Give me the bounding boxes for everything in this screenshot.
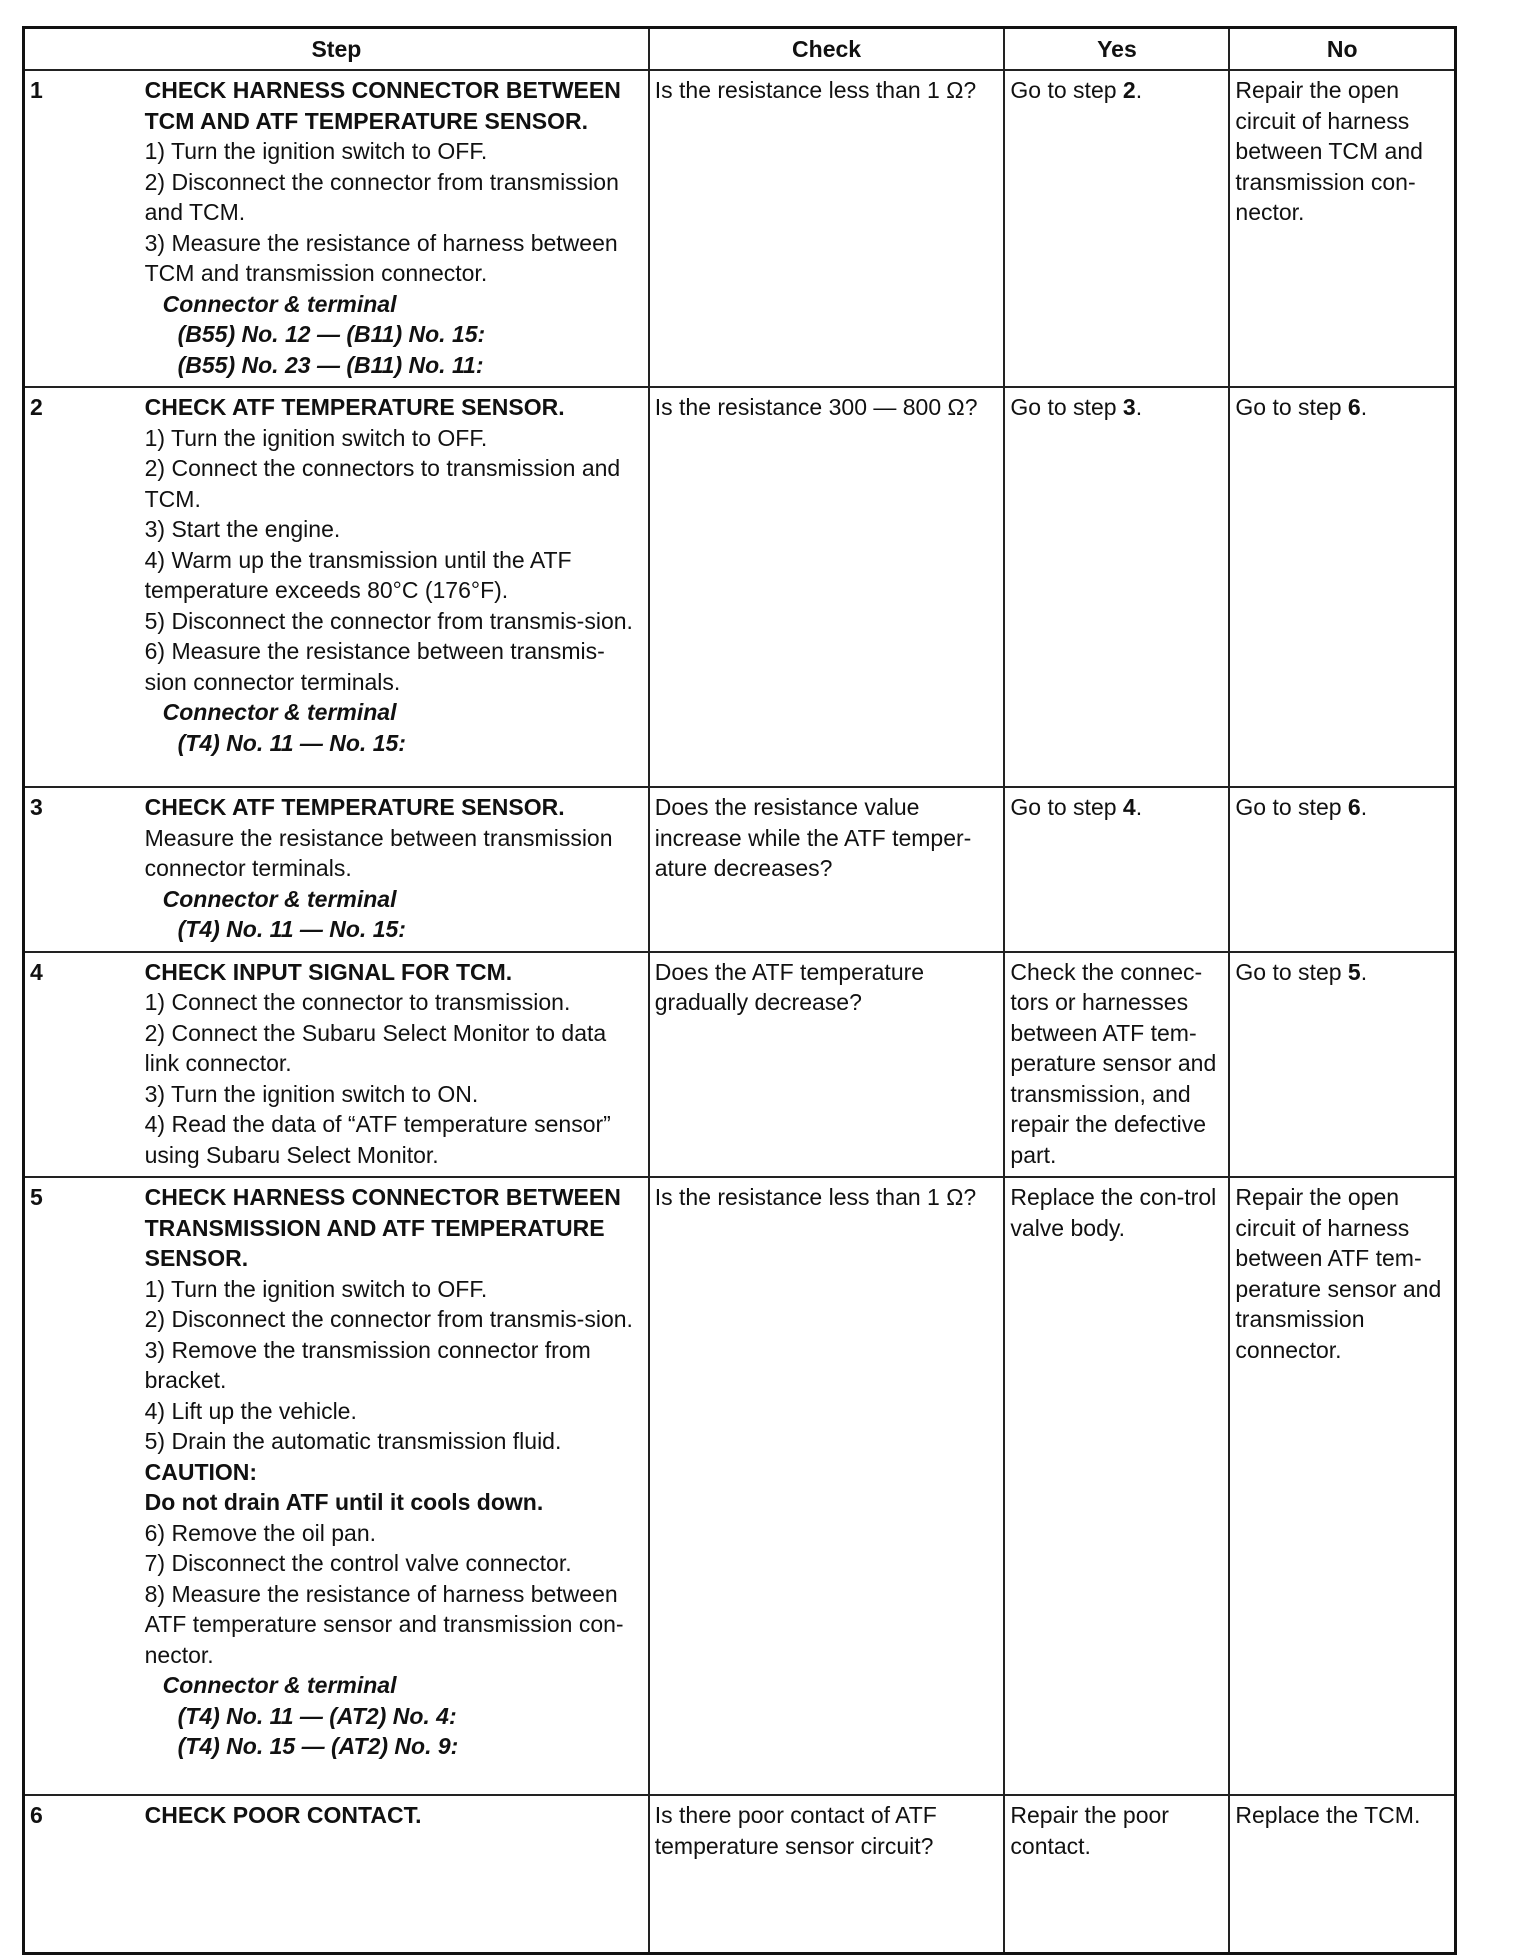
connector-spec: (T4) No. 11 — (AT2) No. 4: <box>177 1702 457 1729</box>
step-number: 1 <box>24 70 140 387</box>
step-number: 6 <box>24 1795 140 1953</box>
step-number: 5 <box>24 1177 140 1795</box>
instruction-line: 1) Turn the ignition switch to OFF. <box>144 138 488 164</box>
step-title: CHECK POOR CONTACT. <box>144 1802 422 1828</box>
header-step: Step <box>24 28 649 71</box>
step-instructions <box>140 387 649 787</box>
instruction-line: 3) Turn the ignition switch to ON. <box>144 1080 479 1107</box>
connector-terminal-label: Connector & terminal <box>162 290 397 317</box>
step-link[interactable]: 6 <box>1347 394 1361 420</box>
step-link[interactable]: 5 <box>1347 958 1361 985</box>
instruction-line: 3) Start the engine. <box>144 516 341 542</box>
no-action: Replace the TCM. <box>1229 1795 1455 1953</box>
check-question: Does the resistance value increase while the ATF temper-ature decreases? <box>649 787 1005 952</box>
instruction-line: 5) Drain the automatic transmission fluid. <box>144 1428 562 1454</box>
yes-text-end: . <box>1135 794 1143 820</box>
step-link[interactable]: 2 <box>1122 77 1136 103</box>
check-question: Is the resistance less than 1 Ω? <box>649 70 1005 387</box>
caution-title: CAUTION: <box>144 1458 258 1485</box>
step-instructions <box>140 70 649 387</box>
yes-text: Go to step <box>1010 794 1123 820</box>
instruction-line: 5) Disconnect the connector from transmis-sion. <box>144 607 633 634</box>
step-number: 3 <box>24 787 140 952</box>
instruction-line: 6) Measure the resistance between transmis-sion connector terminals. <box>144 638 605 695</box>
no-action: Repair the open circuit of harness between TCM and transmission con-nector. <box>1229 70 1455 387</box>
table-row-step-4 <box>24 952 1456 1178</box>
troubleshooting-document <box>22 26 1457 1955</box>
table-row-step-6 <box>24 1795 1456 1953</box>
step-title: CHECK HARNESS CONNECTOR BETWEEN TRANSMISSION AND ATF TEMPERATURE SENSOR. <box>144 1184 621 1271</box>
step-instructions <box>140 1795 649 1953</box>
header-check: Check <box>649 28 1005 71</box>
instruction-line: 4) Lift up the vehicle. <box>144 1397 357 1424</box>
step-instructions <box>140 952 649 1178</box>
connector-spec: (T4) No. 11 — No. 15: <box>177 729 406 756</box>
step-link[interactable]: 3 <box>1122 394 1136 420</box>
connector-terminal-label: Connector & terminal <box>162 885 397 912</box>
instruction-line: 1) Turn the ignition switch to OFF. <box>144 424 488 451</box>
table-row-step-2 <box>24 387 1456 787</box>
no-action <box>1229 787 1455 952</box>
step-number: 2 <box>24 387 140 787</box>
step-link[interactable]: 4 <box>1122 794 1136 820</box>
instruction-line: 7) Disconnect the control valve connector. <box>144 1550 572 1576</box>
connector-spec: (B55) No. 12 — (B11) No. 15: <box>177 321 486 347</box>
connector-spec: (T4) No. 15 — (AT2) No. 9: <box>177 1733 459 1759</box>
yes-action: Replace the con-trol valve body. <box>1004 1177 1229 1795</box>
yes-action: Check the connec-tors or harnesses between ATF tem-perature sensor and transmission, and repair the defective part. <box>1004 952 1229 1178</box>
instruction-line: Measure the resistance between transmission connector terminals. <box>144 824 613 881</box>
yes-action <box>1004 70 1229 387</box>
instruction-line: 2) Disconnect the connector from transmis-sion. <box>144 1306 633 1332</box>
step-title: CHECK ATF TEMPERATURE SENSOR. <box>144 794 565 820</box>
yes-action: Repair the poor contact. <box>1004 1795 1229 1953</box>
instruction-line: 4) Read the data of “ATF temperature sensor” using Subaru Select Monitor. <box>144 1111 611 1168</box>
no-action <box>1229 387 1455 787</box>
instruction-line: 4) Warm up the transmission until the ATF temperature exceeds 80°C (176°F). <box>144 546 572 603</box>
step-number: 4 <box>24 952 140 1178</box>
no-action: Repair the open circuit of harness between ATF tem-perature sensor and transmission connector. <box>1229 1177 1455 1795</box>
step-instructions <box>140 1177 649 1795</box>
connector-terminal-label: Connector & terminal <box>162 699 397 725</box>
no-text-end: . <box>1360 958 1368 985</box>
yes-action <box>1004 387 1229 787</box>
instruction-line: 2) Connect the connectors to transmission and TCM. <box>144 455 621 512</box>
no-text: Go to step <box>1235 958 1348 985</box>
instruction-line: 3) Remove the transmission connector from bracket. <box>144 1336 591 1393</box>
no-text-end: . <box>1360 794 1368 820</box>
check-question: Is the resistance 300 — 800 Ω? <box>649 387 1005 787</box>
table-header-row <box>24 28 1456 71</box>
step-instructions <box>140 787 649 952</box>
yes-text-end: . <box>1135 394 1143 420</box>
yes-text: Go to step <box>1010 77 1123 103</box>
header-no: No <box>1229 28 1455 71</box>
table-row-step-1 <box>24 70 1456 387</box>
caution-text: Do not drain ATF until it cools down. <box>144 1489 544 1515</box>
no-text-end: . <box>1360 394 1368 420</box>
connector-spec: (T4) No. 11 — No. 15: <box>177 916 406 942</box>
no-text: Go to step <box>1235 394 1348 420</box>
step-title: CHECK HARNESS CONNECTOR BETWEEN TCM AND ATF TEMPERATURE SENSOR. <box>144 77 621 134</box>
check-question: Is there poor contact of ATF temperature sensor circuit? <box>649 1795 1005 1953</box>
connector-spec: (B55) No. 23 — (B11) No. 11: <box>177 351 484 378</box>
yes-text: Go to step <box>1010 394 1123 420</box>
table-row-step-3 <box>24 787 1456 952</box>
yes-text-end: . <box>1135 77 1143 103</box>
check-question: Does the ATF temperature gradually decrease? <box>649 952 1005 1178</box>
step-title: CHECK ATF TEMPERATURE SENSOR. <box>144 394 565 420</box>
instruction-line: 6) Remove the oil pan. <box>144 1519 377 1546</box>
yes-action <box>1004 787 1229 952</box>
table-row-step-5 <box>24 1177 1456 1795</box>
no-text: Go to step <box>1235 794 1348 820</box>
instruction-line: 3) Measure the resistance of harness between TCM and transmission connector. <box>144 229 618 286</box>
diagnostic-table <box>22 26 1457 1955</box>
no-action <box>1229 952 1455 1178</box>
connector-terminal-label: Connector & terminal <box>162 1672 397 1698</box>
instruction-line: 1) Connect the connector to transmission. <box>144 989 571 1015</box>
header-yes: Yes <box>1004 28 1229 71</box>
step-title: CHECK INPUT SIGNAL FOR TCM. <box>144 958 513 985</box>
instruction-line: 8) Measure the resistance of harness between ATF temperature sensor and transmission con-nector. <box>144 1580 624 1668</box>
instruction-line: 2) Disconnect the connector from transmission and TCM. <box>144 168 619 225</box>
check-question: Is the resistance less than 1 Ω? <box>649 1177 1005 1795</box>
instruction-line: 2) Connect the Subaru Select Monitor to data link connector. <box>144 1019 607 1076</box>
step-link[interactable]: 6 <box>1347 794 1361 820</box>
instruction-line: 1) Turn the ignition switch to OFF. <box>144 1275 488 1302</box>
